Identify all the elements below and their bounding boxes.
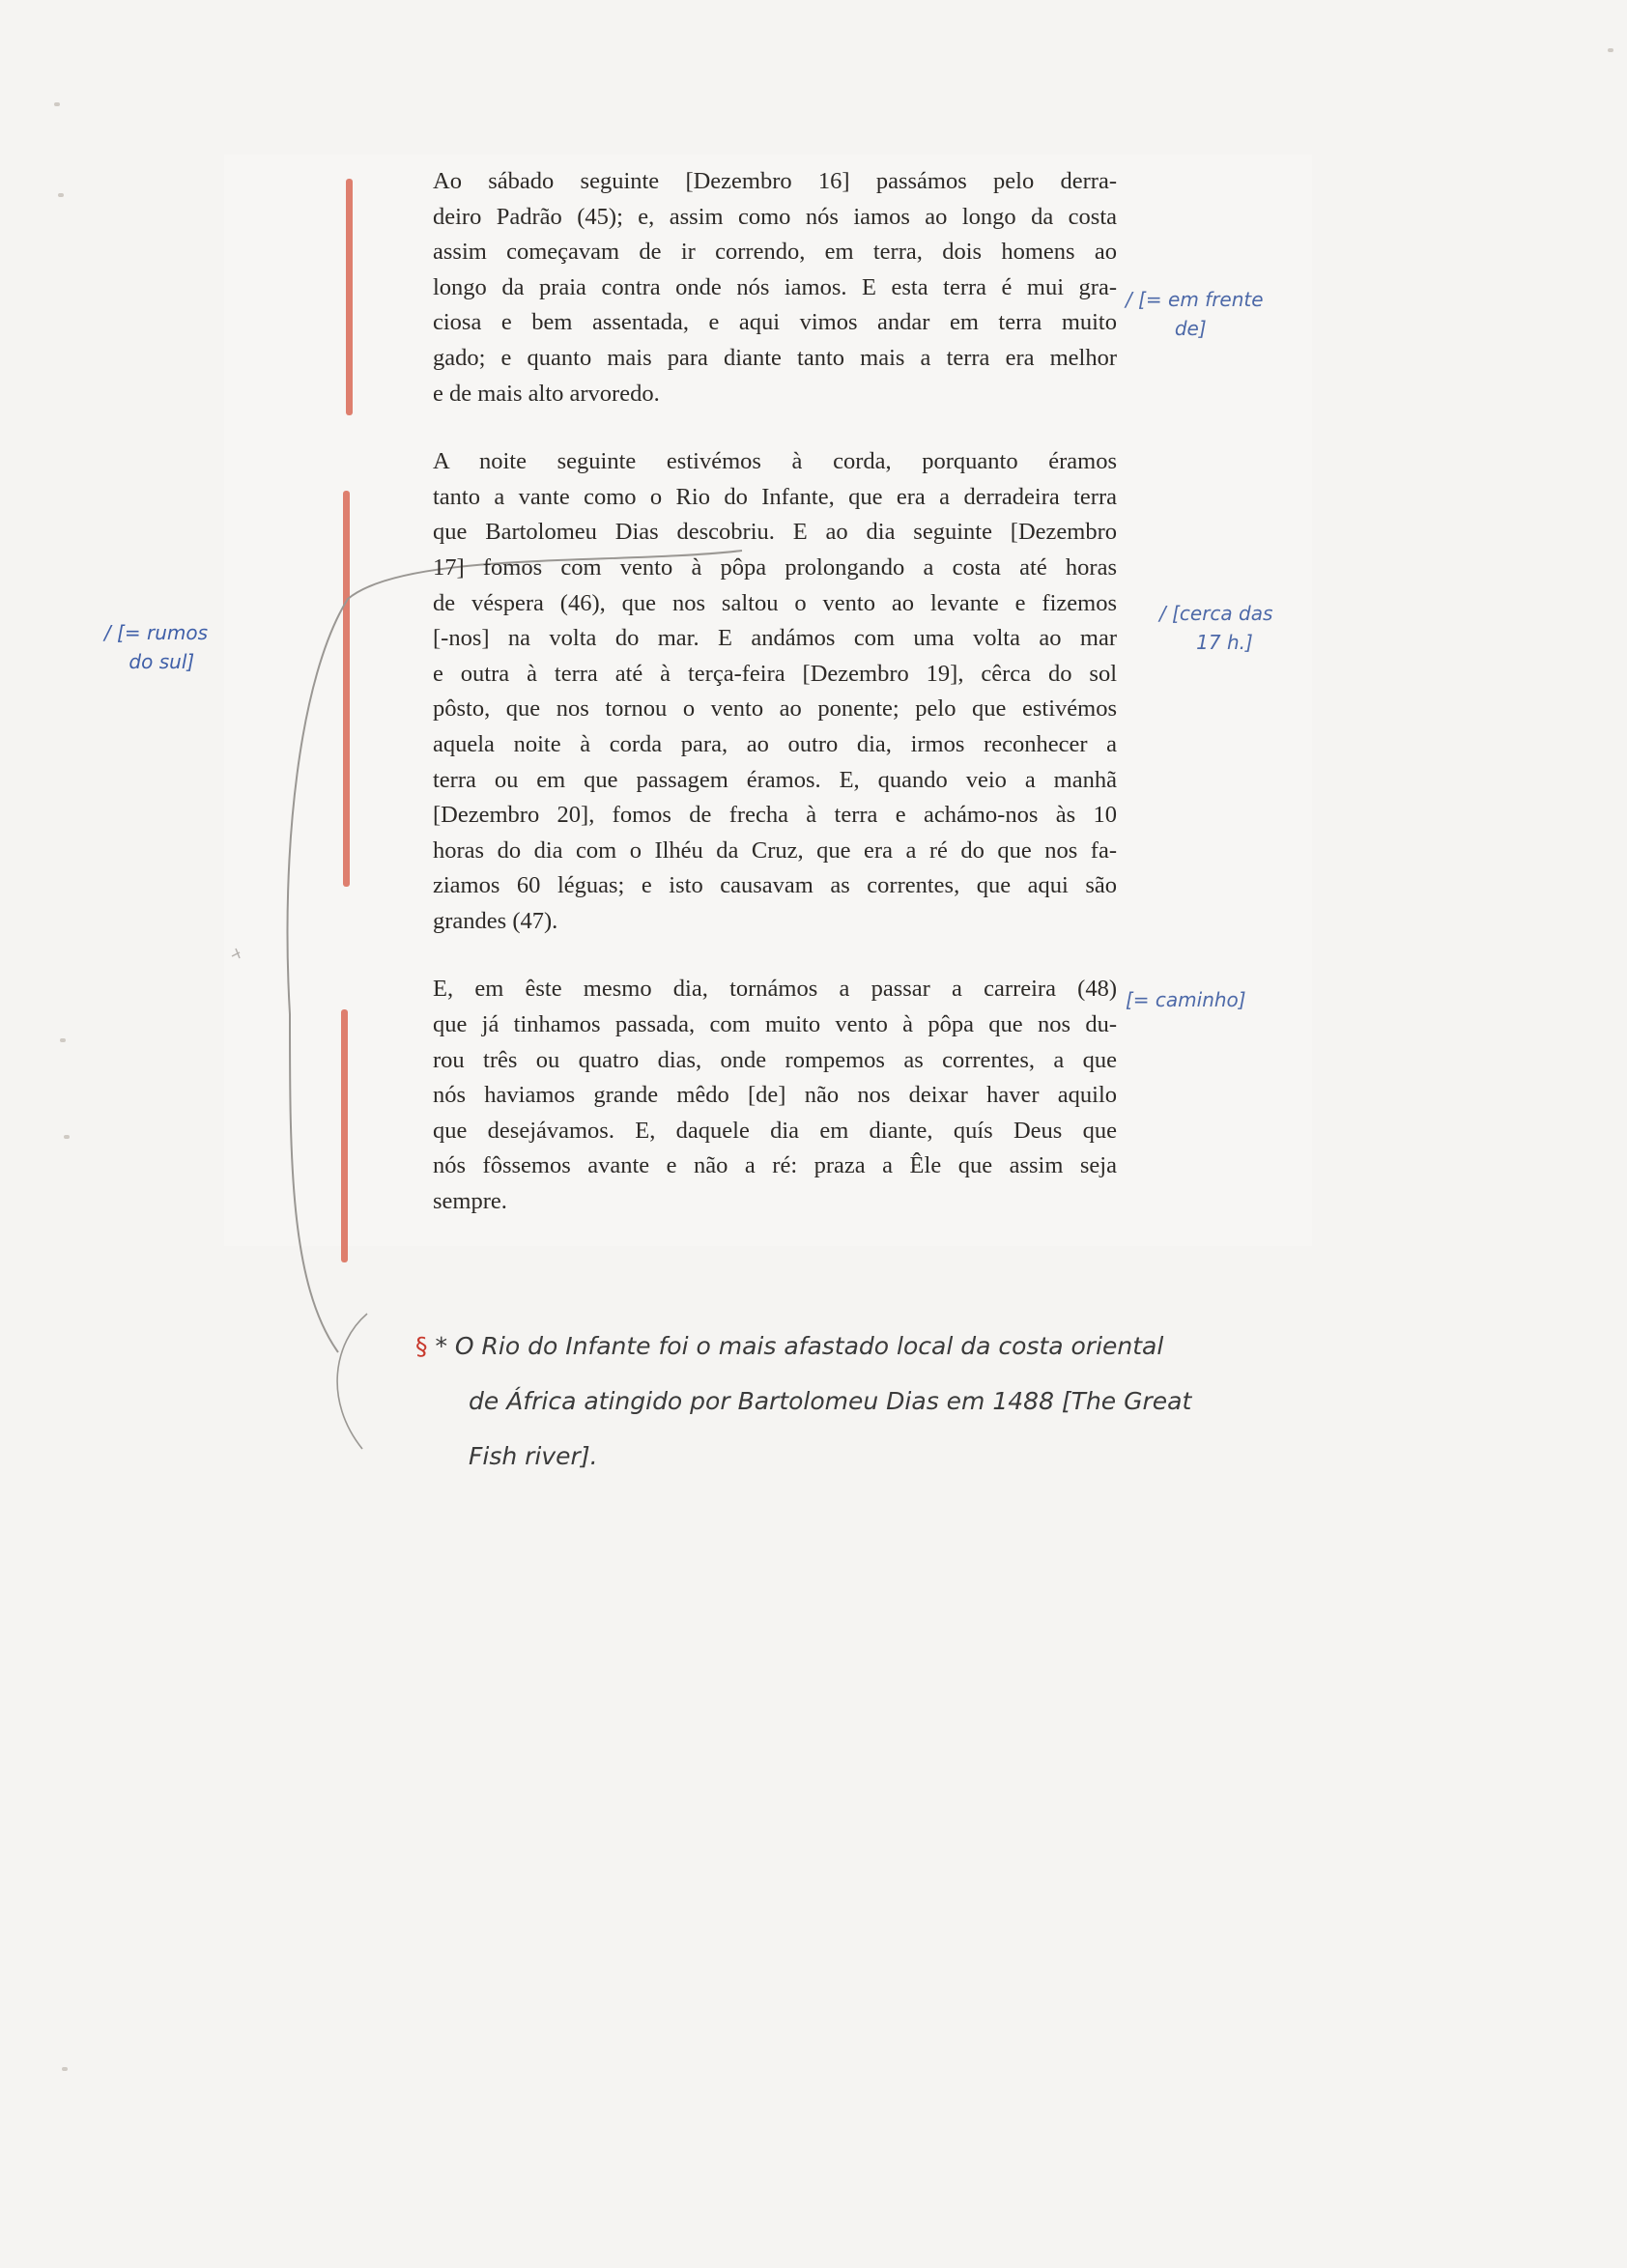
text-line: A noite seguinte estivémos à corda, porquanto éramos (433, 448, 1117, 475)
text-line: ziamos 60 léguas; e isto causavam as correntes, que aqui são (433, 872, 1117, 899)
text-line: sempre. (433, 1188, 507, 1215)
body-text (373, 164, 1117, 1220)
text-line: que Bartolomeu Dias descobriu. E ao dia seguinte [Dezembro (433, 519, 1117, 546)
text-line: aquela noite à corda para, ao outro dia, irmos reconhecer a (433, 730, 1117, 757)
margin-note-right-3: [= caminho] (1126, 988, 1246, 1011)
text-line: terra ou em que passagem éramos. E, quando veio a manhã (433, 766, 1117, 793)
text-line: assim começavam de ir correndo, em terra, dois homens ao (433, 239, 1117, 266)
text-line: ciosa e bem assentada, e aqui vimos andar em terra muito (433, 309, 1117, 336)
footnote-line: * O Rio do Infante foi o mais afastado local da costa oriental (435, 1332, 1164, 1360)
text-line: 17] fomos com vento à pôpa prolongando a costa até horas (433, 553, 1117, 581)
text-line: [Dezembro 20], fomos de frecha à terra e achámo-nos às 10 (433, 802, 1117, 829)
margin-note-right-2: / [cerca das 17 h.] (1159, 602, 1273, 654)
margin-note-left-1: / [= rumos do sul] (104, 621, 209, 673)
handwritten-footnote (415, 1318, 1459, 1484)
text-line: [-nos] na volta do mar. E andámos com uma volta ao mar (433, 625, 1117, 652)
footnote-line: de África atingido por Bartolomeu Dias em 1488 [The Great (469, 1387, 1192, 1415)
text-line: e de mais alto arvoredo. (433, 380, 660, 407)
section-symbol: § (415, 1332, 428, 1360)
text-line: Ao sábado seguinte [Dezembro 16] passámos pelo derra- (433, 168, 1117, 194)
text-line: de véspera (46), que nos saltou o vento ao levante e fizemos (433, 589, 1117, 616)
text-line: rou três ou quatro dias, onde rompemos as correntes, a que (433, 1046, 1117, 1073)
text-line: horas do dia com o Ilhéu da Cruz, que era a ré do que nos fa- (433, 836, 1117, 864)
text-line: pôsto, que nos tornou o vento ao ponente; pelo que estivémos (433, 695, 1117, 723)
paragraph-3 (373, 972, 1117, 1219)
text-line: grandes (47). (433, 907, 558, 934)
text-line: longo da praia contra onde nós iamos. E esta terra é mui gra- (433, 273, 1117, 300)
text-line: E, em êste mesmo dia, tornámos a passar a carreira (48) (433, 976, 1117, 1003)
margin-note-right-1: / [= em frente de] (1126, 288, 1264, 340)
text-line: deiro Padrão (45); e, assim como nós iamos ao longo da costa (433, 203, 1117, 230)
paragraph-1 (373, 164, 1117, 411)
paragraph-2 (373, 444, 1117, 939)
text-line: nós fôssemos avante e não a ré: praza a Êle que assim seja (433, 1152, 1117, 1179)
text-line: tanto a vante como o Rio do Infante, que era a derradeira terra (433, 483, 1117, 510)
text-line: gado; e quanto mais para diante tanto mais a terra era melhor (433, 344, 1117, 371)
text-line: que já tinhamos passada, com muito vento à pôpa que nos du- (433, 1011, 1117, 1038)
footnote-line: Fish river]. (469, 1442, 598, 1470)
text-line: que desejávamos. E, daquele dia em diante, quís Deus que (433, 1117, 1117, 1144)
text-line: nós haviamos grande mêdo [de] não nos deixar haver aquilo (433, 1082, 1117, 1109)
text-line: e outra à terra até à terça-feira [Dezembro 19], cêrca do sol (433, 660, 1117, 687)
